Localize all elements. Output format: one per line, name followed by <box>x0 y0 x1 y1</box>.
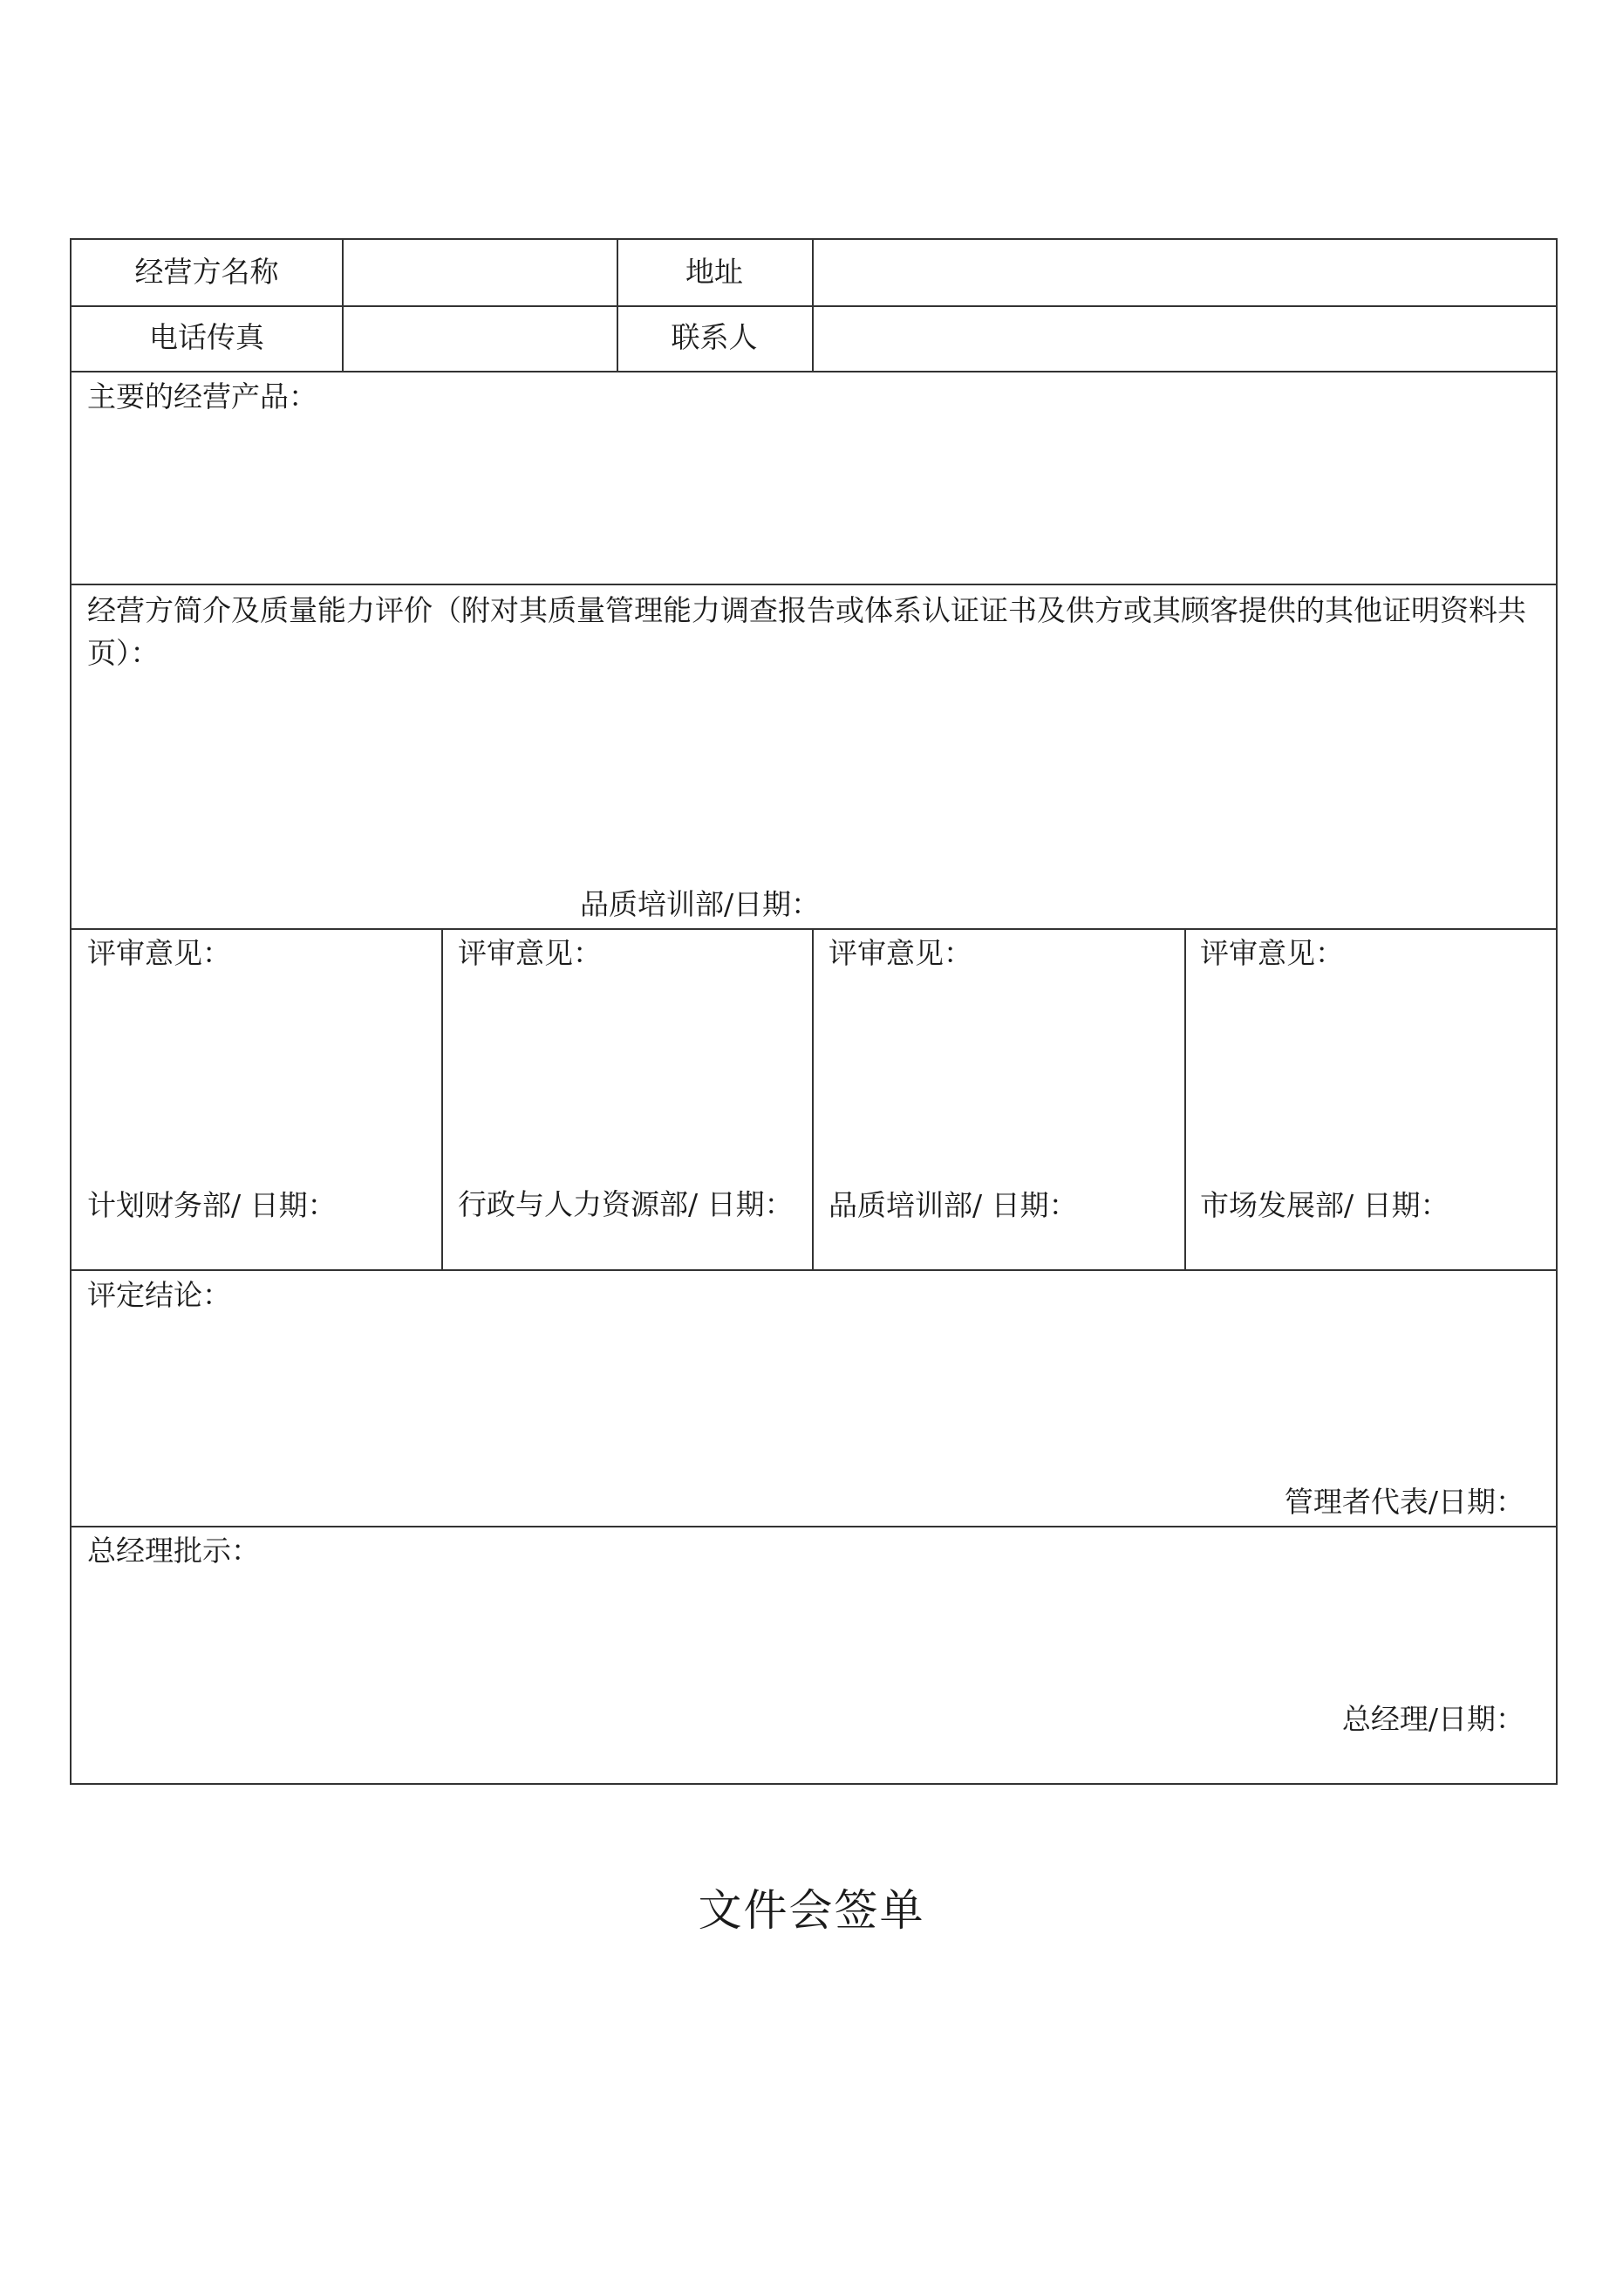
column-divider <box>812 928 814 1270</box>
column-divider <box>812 240 814 372</box>
column-divider <box>342 240 344 372</box>
market-dev-dept-signature: 市场发展部/ 日期： <box>1200 1188 1449 1222</box>
operator-name-label: 经营方名称 <box>134 255 279 289</box>
row-divider <box>72 584 1556 585</box>
gm-signature: 总经理/日期： <box>1341 1702 1524 1736</box>
quality-training-signature: 品质培训部/日期： <box>580 887 821 921</box>
row-divider <box>72 305 1556 307</box>
management-rep-signature: 管理者代表/日期： <box>1284 1485 1524 1519</box>
column-divider <box>441 928 443 1270</box>
review-opinion-label: 评审意见： <box>458 936 602 970</box>
evaluation-conclusion-label: 评定结论： <box>87 1278 231 1312</box>
review-opinion-label: 评审意见： <box>1200 936 1344 970</box>
operator-profile-label: 经营方简介及质量能力评价（附对其质量管理能力调查报告或体系认证证书及供方或其顾客提供的其他证明资料共页）： <box>87 593 1526 670</box>
row-divider <box>72 1269 1556 1271</box>
document-sign-off-title: 文件会签单 <box>698 1885 925 1936</box>
finance-dept-signature: 计划财务部/ 日期： <box>87 1188 337 1222</box>
main-products-label: 主要的经营产品： <box>87 379 317 413</box>
gm-approval-label: 总经理批示： <box>87 1534 260 1568</box>
quality-training-dept-signature: 品质培训部/ 日期： <box>829 1188 1078 1222</box>
contact-person-label: 联系人 <box>671 320 758 354</box>
row-divider <box>72 1526 1556 1527</box>
phone-fax-label: 电话传真 <box>149 320 264 354</box>
address-label: 地址 <box>685 255 743 289</box>
supplier-evaluation-form <box>70 238 1558 1785</box>
row-divider <box>72 371 1556 372</box>
review-opinion-label: 评审意见： <box>829 936 972 970</box>
column-divider <box>1184 928 1186 1270</box>
row-divider <box>72 928 1556 930</box>
review-opinion-label: 评审意见： <box>87 936 231 970</box>
admin-hr-dept-signature: 行政与人力资源部/ 日期： <box>458 1187 794 1221</box>
